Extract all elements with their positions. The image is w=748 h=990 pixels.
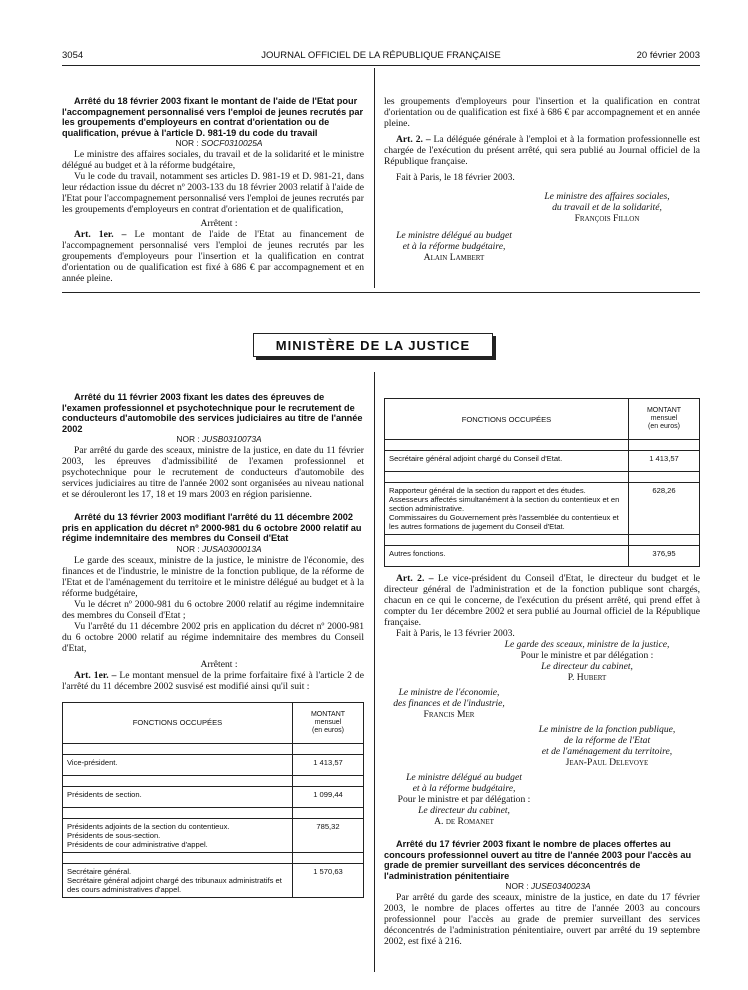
column-divider-top [374, 68, 375, 288]
column-divider-bottom [374, 372, 375, 972]
signature-economie: Le ministre de l'économie, des finances et de l'industrie, Francis Mer [393, 687, 505, 720]
table-row: Rapporteur général de la section du rapport et des études. Assesseurs affectés simultanément à la section du contentieux et en section administrative. Commissaires du Gouvernement près l'assemblée du contentieux et les autres formations de jugement du Conseil d'Etat. 628,26 [385, 483, 700, 535]
visa-arrete: Vu l'arrêté du 11 décembre 2002 pris en application du décret nº 2000-981 du 6 octobre 2000 relatif au régime indemnitaire des membres du Conseil d'Etat, [62, 620, 364, 654]
article-2: Art. 2. – La déléguée générale à l'emploi et à la formation professionnelle est chargée de l'exécution du présent arrêté, qui sera publié au Journal officiel de la République française. [384, 134, 700, 167]
table-header-fonctions: FONCTIONS OCCUPÉES [63, 702, 293, 743]
journal-title: JOURNAL OFFICIEL DE LA RÉPUBLIQUE FRANÇAISE [261, 50, 501, 61]
header-rule [62, 65, 700, 66]
nor-reference: NOR : SOCF0310025A [175, 138, 263, 148]
decree-conseil-etat-title: Arrêté du 13 février 2003 modifiant l'arrêté du 11 décembre 2002 pris en application du décret nº 2000-981 du 6 octobre 2000 relatif au régime indemnitaire des membres du Conseil d'Etat [62, 512, 362, 543]
table-row: Secrétaire général adjoint chargé du Conseil d'Etat. 1 413,57 [385, 451, 700, 472]
decree-conducteurs-body: Par arrêté du garde des sceaux, ministre de la justice, en date du 11 février 2003, les épreuves d'admissibilité de l'examen professionnel et psychotechnique pour le recrutement de conducteurs d'automobile des services judiciaires au titre de l'année 2002 sont organisées au niveau national et se dérouleront les 17, 18 et 19 mars 2003 en région parisienne. [62, 445, 364, 500]
nor-reference: NOR : JUSB0310073A [176, 434, 262, 444]
table-row: Secrétaire général. Secrétaire général adjoint chargé des tribunaux administratifs et des cours administratives d'appel. 1 570,63 [63, 863, 364, 897]
section-rule [62, 292, 700, 293]
table-prime-left [62, 702, 364, 898]
table-row: Autres fonctions. 376,95 [385, 546, 700, 567]
fait-a-paris: Fait à Paris, le 13 février 2003. [396, 628, 515, 639]
table-row: Vice-président. 1 413,57 [63, 754, 364, 775]
decree-premier-surveillant-title: Arrêté du 17 février 2003 fixant le nombre de places offertes au concours professionnel ouvert au titre de l'année 2003 pour l'accès au grade de premier surveillant des services déconcentrés de l'administration pénitentiaire [384, 839, 692, 881]
preamble-ministers: Le ministre des affaires sociales, du travail et de la solidarité et le ministre délégué au budget et à la réforme budgétaire, [62, 149, 364, 171]
fait-a-paris: Fait à Paris, le 18 février 2003. [396, 172, 515, 183]
decree-aide-etat-right [384, 96, 700, 263]
right-column-justice [384, 398, 700, 947]
decree-conducteurs-title: Arrêté du 11 février 2003 fixant les dates des épreuves de l'examen professionnel et psychotechnique pour le recrutement de conducteurs d'automobile des services judiciaires au titre de l'année 2002 [62, 392, 363, 434]
signature-budget: Le ministre délégué au budget et à la réforme budgétaire, Pour le ministre et par délégation : Le directeur du cabinet, A. de Romanet [397, 772, 531, 827]
arretent-label: Arrêtent : [200, 658, 238, 670]
table-header-montant: MONTANT mensuel (en euros) [293, 702, 364, 743]
signature-garde-des-sceaux: Le garde des sceaux, ministre de la justice, Pour le ministre et par délégation : Le directeur du cabinet, P. Hubert [504, 639, 670, 683]
visa-code-travail: Vu le code du travail, notamment ses articles D. 981-19 et D. 981-21, dans leur rédaction issue du décret nº 2003-133 du 18 février 2003 relatif à l'aide de l'Etat pour l'accompagnement personnalisé vers l'emploi de jeunes recrutés par les groupements d'employeurs en contrat d'orientation et de qualification, [62, 171, 364, 215]
issue-date: 20 février 2003 [636, 50, 700, 61]
decree-premier-surveillant-body: Par arrêté du garde des sceaux, ministre de la justice, en date du 17 février 2003, le nombre de places offertes au titre de l'année 2003 au concours professionnel pour l'accès au grade de premier surveillant des services déconcentrés de l'administration pénitentiaire, ouvert par arrêté du 19 septembre 2002, est fixé à 216. [384, 892, 700, 947]
article-1-continued: les groupements d'employeurs pour l'insertion et la qualification en contrat d'orientation ou de qualification est fixé à 686 € par accompagnement et en année pleine. [384, 96, 700, 129]
signature-affaires-sociales: Le ministre des affaires sociales, du travail et de la solidarité, François Fillon [544, 191, 670, 224]
decree-aide-etat-left [62, 96, 364, 284]
article-1: Art. 1er. – Le montant mensuel de la prime forfaitaire fixé à l'article 2 de l'arrêté du 11 décembre 2002 susvisé est modifié ainsi qu'il suit : [62, 669, 364, 692]
nor-reference: NOR : JUSE0340023A [505, 881, 591, 891]
signature-budget: Le ministre délégué au budget et à la réforme budgétaire, Alain Lambert [396, 230, 512, 263]
decree-title: Arrêté du 18 février 2003 fixant le montant de l'aide de l'Etat pour l'accompagnement personnalisé vers l'emploi de jeunes recrutés par les groupements d'employeurs en contrat d'orientation ou de qualification, prévue à l'article D. 981-19 du code du travail [62, 96, 364, 138]
left-column-justice [62, 392, 364, 898]
article-2: Art. 2. – Le vice-président du Conseil d'Etat, le directeur du budget et le directeur général de l'administration et de la fonction publique sont chargés, chacun en ce qui le concerne, de l'exécution du présent arrêté, qui prend effet à compter du 1er décembre 2002 et sera publié au Journal officiel de la République française. [384, 573, 700, 628]
table-row: Présidents de section. 1 099,44 [63, 786, 364, 807]
signature-fonction-publique: Le ministre de la fonction publique, de la réforme de l'Etat et de l'aménagement du territoire, Jean-Paul Delevoye [538, 724, 676, 768]
ministry-banner: MINISTÈRE DE LA JUSTICE [253, 333, 493, 357]
arretent-label: Arrêtent : [200, 218, 238, 229]
table-prime-right [384, 398, 700, 567]
visa-decret: Vu le décret nº 2000-981 du 6 octobre 2000 relatif au régime indemnitaire des membres du Conseil d'Etat ; [62, 598, 364, 621]
table-row: Présidents adjoints de la section du contentieux. Présidents de sous-section. Présidents de cour administrative d'appel. 785,32 [63, 818, 364, 852]
preamble-ministers: Le garde des sceaux, ministre de la justice, le ministre de l'économie, des finances et de l'industrie, le ministre de la fonction publique, de la réforme de l'Etat et de l'aménagement du territoire et le ministre délégué au budget et à la réforme budgétaire, [62, 554, 364, 599]
page-number: 3054 [62, 50, 84, 61]
nor-reference: NOR : JUSA0300013A [176, 543, 262, 554]
table-header-fonctions: FONCTIONS OCCUPÉES [385, 399, 629, 440]
article-1: Art. 1er. – Le montant de l'aide de l'Etat au financement de l'accompagnement personnalisé vers l'emploi de jeunes recrutés par les groupements d'employeurs pour l'insertion et la qualification en contrat d'orientation ou de qualification est fixé à 686 € par accompagnement et en année pleine. [62, 229, 364, 284]
page-header [62, 50, 700, 64]
table-header-montant: MONTANT mensuel (en euros) [629, 399, 700, 440]
